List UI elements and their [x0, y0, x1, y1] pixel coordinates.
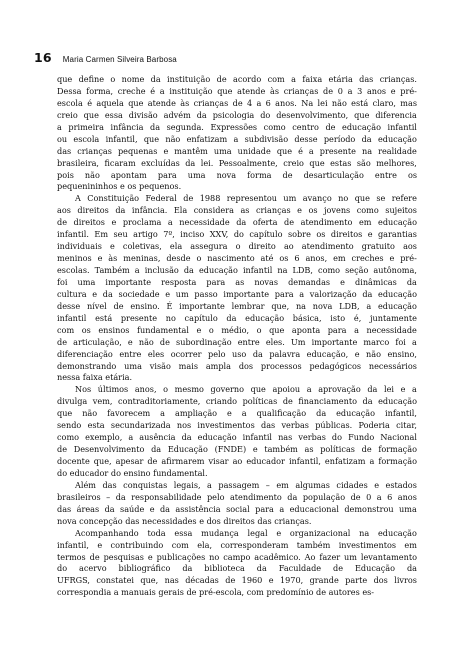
text-line: Nos últimos anos, o mesmo governo que apoiou a aprovação da lei e a [75, 384, 417, 395]
running-head-author: Maria Carmen Silveira Barbosa [62, 55, 177, 64]
text-line: de Desenvolvimento da Educação (FNDE) e também as políticas de formação [57, 444, 417, 455]
text-line: pequenininhos e os pequenos. [57, 181, 182, 192]
paragraph [57, 480, 417, 528]
text-line: como exemplo, a ausência da educação infantil nas verbas do Fundo Nacional [57, 432, 417, 443]
text-line: de articulação, e não de subordinação entre eles. Um importante marco foi a [57, 336, 417, 347]
text-line: infantil está presente no capítulo da educação básica, isto é, juntamente [57, 312, 417, 323]
body-text [57, 74, 417, 599]
text-line: Acompanhando toda essa mudança legal e organizacional na educação [75, 527, 417, 538]
text-line: a primeira infância da segunda. Expressões como centro de educação infantil [57, 121, 417, 132]
text-line: foi uma importante resposta para as novas demandas e dinâmicas da [57, 276, 417, 287]
text-line: das crianças pequenas e mantêm uma unidade que é a presente na realidade [57, 145, 417, 156]
text-line: docente que, apesar de afirmarem visar ao educador infantil, enfatizam a formação [57, 456, 417, 466]
text-line: brasileira, ficaram excluídas da lei. Pessoalmente, creio que estas são melhores, [57, 157, 417, 168]
paragraph [57, 74, 417, 193]
text-line: pois não apontam para uma nova forma de desarticulação entre os [57, 169, 417, 180]
text-line: aos direitos da infância. Ela considera as crianças e os jovens como sujeitos [57, 205, 417, 216]
text-line: de direitos e proclama a necessidade da oferta de atendimento em educação [57, 217, 417, 228]
text-line: infantil. Em seu artigo 7º, inciso XXV, do capítulo sobre os direitos e garantias [57, 229, 417, 240]
text-line: das áreas da saúde e da assistência social para a educacional demonstrou uma [57, 503, 417, 514]
text-line: do acervo bibliográfico da biblioteca da Faculdade de Educação da [57, 563, 417, 574]
text-line: UFRGS, constatei que, nas décadas de 1960 e 1970, grande parte dos livros [57, 575, 417, 586]
text-line: que não favorecem a ampliação e a qualificação da educação infantil, [57, 408, 417, 419]
text-line: demonstrando uma visão mais ampla dos processos pedagógicos necessários [57, 360, 417, 371]
page-number: 16 [34, 50, 52, 65]
text-line: divulga vem, contraditoriamente, criando políticas de financiamento da educação [57, 396, 417, 407]
text-line: escolas. Também a inclusão da educação infantil na LDB, como seção autônoma, [57, 265, 417, 275]
text-line: Dessa forma, creche é a instituição que atende às crianças de 0 a 3 anos e pré- [57, 85, 417, 96]
text-line: diferenciação entre eles ocorrer pelo uso da palavra educação, e não ensino, [57, 348, 417, 359]
text-line: brasileiros – da responsabilidade pelo atendimento da população de 0 a 6 anos [57, 491, 417, 502]
text-line: que define o nome da instituição de acordo com a faixa etária das crianças. [57, 74, 417, 84]
text-line: Além das conquistas legais, a passagem – em algumas cidades e estados [75, 479, 417, 490]
text-line: individuais e coletivas, ela assegura o direito ao atendimento gratuito aos [57, 241, 417, 252]
text-line: sendo esta secundarizada nos investimentos das verbas públicas. Poderia citar, [57, 420, 417, 431]
text-line: nessa faixa etária. [57, 372, 133, 383]
text-line: ou escola infantil, que não enfatizam a subdivisão desse período da educação [57, 133, 417, 144]
text-line: com os ensinos fundamental e o médio, o que aponta para a necessidade [57, 324, 417, 335]
text-line: infantil, e contribuindo com ela, corresponderam também investimentos em [57, 539, 417, 550]
text-line: correspondia a manuais gerais de pré-escola, com predomínio de autores es- [57, 587, 375, 598]
page-header [34, 50, 177, 64]
text-line: nova concepção das necessidades e dos direitos das crianças. [57, 515, 312, 526]
paragraph [57, 384, 417, 480]
text-line: meninos e às meninas, desde o nascimento até os 6 anos, em creches e pré- [57, 253, 417, 264]
paragraph [57, 193, 417, 384]
text-line: do educador do ensino fundamental. [57, 467, 208, 478]
text-line: escola é aquela que atende às crianças de 4 a 6 anos. Na lei não está claro, mas [57, 97, 417, 108]
text-line: A Constituição Federal de 1988 representou um avanço no que se refere [75, 193, 417, 204]
text-line: creio que essa divisão advém da psicologia do desenvolvimento, que diferencia [57, 109, 417, 120]
paragraph [57, 528, 417, 600]
text-line: cultura e da sociedade e um passo importante para a valorização da educação [57, 288, 417, 299]
text-line: desse nível de ensino. É importante lembrar que, na nova LDB, a educação [57, 300, 417, 311]
text-line: termos de pesquisas e publicações no campo acadêmico. Ao fazer um levantamento [57, 551, 417, 562]
